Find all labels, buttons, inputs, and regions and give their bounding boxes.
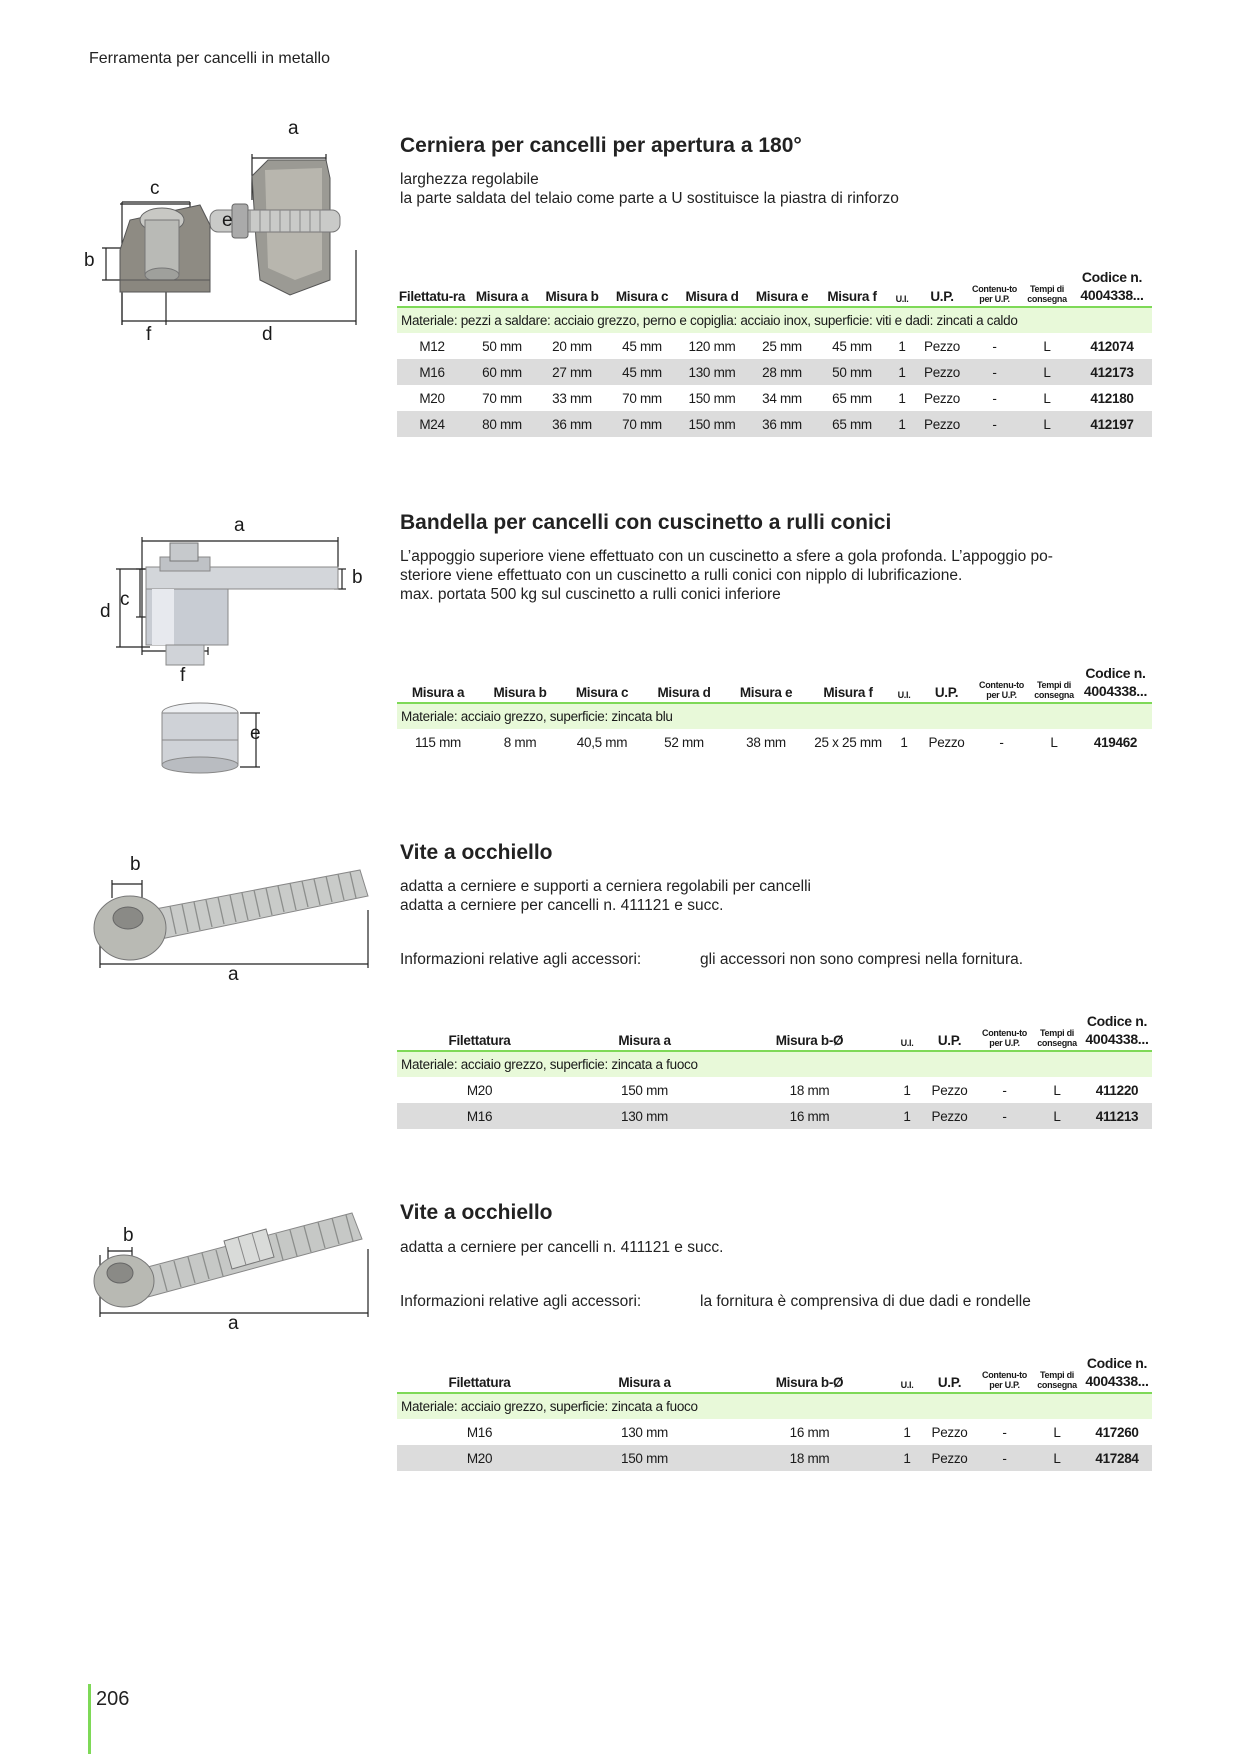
- table-cell: M16: [397, 359, 467, 385]
- table-cell: 1: [892, 1445, 922, 1471]
- table-cell: -: [992, 390, 997, 406]
- table-cell: M12: [419, 338, 445, 354]
- table-cell: 18 mm: [727, 1445, 892, 1471]
- table-cell: 417260: [1095, 1424, 1139, 1440]
- table-cell: 20 mm: [552, 338, 592, 354]
- table-cell: 150 mm: [621, 1082, 668, 1098]
- material-row: Materiale: pezzi a saldare: acciaio grezzo, perno e copiglia: acciaio inox, superficie: viti e dadi: zincati a caldo: [397, 307, 1152, 333]
- table-cell: 38 mm: [746, 734, 786, 750]
- table-cell: 52 mm: [664, 734, 704, 750]
- table-row: [397, 411, 1152, 437]
- label-e: e: [250, 723, 261, 744]
- accessory-value: gli accessori non sono compresi nella fornitura.: [700, 951, 1024, 968]
- table-cell: Pezzo: [931, 1082, 968, 1098]
- table-cell: L: [1053, 1082, 1061, 1098]
- col-ui: U.I.: [889, 664, 919, 703]
- col-tempi: Tempi di consegna: [1032, 1012, 1082, 1051]
- table-cell: M16: [397, 1103, 562, 1129]
- table-cell: -: [967, 359, 1022, 385]
- table-cell: L: [1032, 1103, 1082, 1129]
- section-title: Vite a occhiello: [400, 841, 553, 864]
- section-title: Bandella per cancelli con cuscinetto a rulli conici: [400, 511, 892, 534]
- spec-table: [397, 664, 1152, 755]
- table-cell: 130 mm: [677, 359, 747, 385]
- col-misura-f: Misura f: [817, 268, 887, 307]
- col-misura-e: Misura e: [747, 268, 817, 307]
- table-cell: 1: [900, 734, 908, 750]
- section-description: adatta a cerniere e supporti a cerniera regolabili per cancelli adatta a cerniere per cancelli n. 411121 e succ.: [400, 878, 811, 914]
- gate-hinge-illustration: [84, 118, 370, 350]
- col-filettatura: Filettatura: [397, 1354, 562, 1393]
- table-row: [397, 1419, 1152, 1445]
- col-up: U.P.: [922, 1354, 977, 1393]
- col-misura-a: Misura a: [562, 1012, 727, 1051]
- label-b: b: [130, 854, 141, 875]
- col-tempi: Tempi di consegna: [1032, 1354, 1082, 1393]
- col-misura-b: Misura b-Ø: [727, 1354, 892, 1393]
- spec-table: [397, 1354, 1152, 1471]
- table-cell: Pezzo: [923, 338, 961, 354]
- col-misura-d: Misura d: [677, 268, 747, 307]
- table-cell: 80 mm: [467, 411, 537, 437]
- col-up: U.P.: [919, 664, 974, 703]
- col-contenuto: Contenu-to per U.P.: [977, 1354, 1032, 1393]
- section-description: larghezza regolabile la parte saldata del telaio come parte a U sostituisce la piastra di rinforzo: [400, 171, 899, 207]
- table-row: [397, 359, 1152, 385]
- table-cell: 1: [887, 359, 917, 385]
- table-row: [397, 385, 1152, 411]
- table-cell: Pezzo: [931, 1424, 968, 1440]
- material-row: Materiale: acciaio grezzo, superficie: zincata blu: [397, 703, 1152, 729]
- col-contenuto: Contenu-to per U.P.: [967, 268, 1022, 307]
- table-cell: 115 mm: [415, 734, 461, 750]
- table-cell: 50 mm: [817, 359, 887, 385]
- table-cell: M16: [466, 1424, 493, 1440]
- table-cell: 412074: [1090, 338, 1134, 354]
- label-a: a: [228, 964, 239, 985]
- table-body: [397, 1077, 1152, 1129]
- section-description: L’appoggio superiore viene effettuato con un cuscinetto a sfere a gola profonda. L’appoggio po- steriore viene effettuato con un cuscinetto a rulli conici con nipplo di lubrificazione. max. portata 500 kg sul cuscinetto a rulli conici inferiore: [400, 548, 1053, 603]
- table-cell: 45 mm: [622, 338, 662, 354]
- label-e: e: [222, 210, 233, 231]
- table-cell: M24: [397, 411, 467, 437]
- table-row: [397, 333, 1152, 359]
- col-up: U.P.: [917, 268, 967, 307]
- label-a: a: [234, 515, 245, 536]
- label-b: b: [84, 250, 95, 271]
- accessory-info: [400, 1293, 1031, 1311]
- label-c: c: [120, 589, 130, 610]
- page-header: Ferramenta per cancelli in metallo: [89, 50, 330, 67]
- col-codice: Codice n. 4004338...: [1082, 1354, 1152, 1393]
- table-cell: 411220: [1095, 1082, 1139, 1098]
- label-a: a: [228, 1313, 239, 1334]
- table-row: [397, 1103, 1152, 1129]
- col-filettatura: Filettatu-ra: [397, 268, 467, 307]
- table-cell: -: [967, 411, 1022, 437]
- tapered-roller-strap-illustration: [90, 505, 370, 775]
- table-cell: 16 mm: [727, 1103, 892, 1129]
- col-codice: Codice n. 4004338...: [1079, 664, 1152, 703]
- table-cell: 150 mm: [688, 390, 736, 406]
- col-misura-c: Misura c: [607, 268, 677, 307]
- col-misura-a: Misura a: [467, 268, 537, 307]
- table-cell: L: [1022, 359, 1072, 385]
- table-cell: 150 mm: [562, 1445, 727, 1471]
- col-contenuto: Contenu-to per U.P.: [977, 1012, 1032, 1051]
- table-cell: 36 mm: [537, 411, 607, 437]
- table-cell: 25 x 25 mm: [814, 734, 882, 750]
- label-c: c: [150, 178, 160, 199]
- table-cell: 1: [903, 1082, 911, 1098]
- table-cell: Pezzo: [923, 390, 961, 406]
- table-body: [397, 1419, 1152, 1471]
- table-cell: 45 mm: [832, 338, 872, 354]
- table-cell: 25 mm: [762, 338, 802, 354]
- table-cell: -: [992, 338, 997, 354]
- table-cell: 18 mm: [789, 1082, 830, 1098]
- section-title: Vite a occhiello: [400, 1201, 553, 1224]
- table-cell: -: [977, 1445, 1032, 1471]
- accessory-label: Informazioni relative agli accessori:: [400, 1293, 642, 1310]
- col-misura-b: Misura b: [479, 664, 561, 703]
- accessory-info: [400, 951, 1024, 969]
- table-cell: 412180: [1090, 390, 1134, 406]
- table-cell: 1: [898, 390, 906, 406]
- table-cell: -: [1002, 1082, 1007, 1098]
- table-cell: Pezzo: [922, 1103, 977, 1129]
- table-cell: 45 mm: [607, 359, 677, 385]
- table-cell: L: [1032, 1445, 1082, 1471]
- table-body: [397, 333, 1152, 437]
- table-cell: -: [977, 1103, 1032, 1129]
- table-cell: L: [1043, 338, 1051, 354]
- accessory-value: la fornitura è comprensiva di due dadi e rondelle: [700, 1293, 1031, 1310]
- table-cell: L: [1043, 390, 1051, 406]
- col-filettatura: Filettatura: [397, 1012, 562, 1051]
- material-row: Materiale: acciaio grezzo, superficie: zincata a fuoco: [397, 1051, 1152, 1077]
- table-cell: L: [1050, 734, 1058, 750]
- table-cell: 8 mm: [503, 734, 537, 750]
- col-tempi: Tempi di consegna: [1022, 268, 1072, 307]
- page-number-bar: [88, 1684, 91, 1754]
- label-b: b: [123, 1225, 134, 1246]
- table-cell: -: [1002, 1424, 1007, 1440]
- spec-table: [397, 268, 1152, 437]
- table-cell: 70 mm: [482, 390, 522, 406]
- material-row: Materiale: acciaio grezzo, superficie: zincata a fuoco: [397, 1393, 1152, 1419]
- col-misura-a: Misura a: [562, 1354, 727, 1393]
- table-cell: 412197: [1072, 411, 1152, 437]
- section-description: adatta a cerniere per cancelli n. 411121 e succ.: [400, 1239, 724, 1256]
- col-ui: U.I.: [892, 1354, 922, 1393]
- col-contenuto: Contenu-to per U.P.: [974, 664, 1029, 703]
- table-cell: 50 mm: [482, 338, 522, 354]
- table-cell: M20: [397, 1445, 562, 1471]
- eye-bolt-illustration: [90, 854, 380, 990]
- table-cell: L: [1053, 1424, 1061, 1440]
- col-misura-f: Misura f: [807, 664, 889, 703]
- label-a: a: [288, 118, 299, 139]
- table-cell: 70 mm: [607, 411, 677, 437]
- label-b: b: [352, 567, 363, 588]
- table-cell: Pezzo: [917, 411, 967, 437]
- table-cell: Pezzo: [917, 359, 967, 385]
- col-misura-d: Misura d: [643, 664, 725, 703]
- col-misura-e: Misura e: [725, 664, 807, 703]
- table-cell: M20: [466, 1082, 493, 1098]
- table-cell: M20: [419, 390, 445, 406]
- label-f: f: [146, 324, 152, 345]
- label-f: f: [180, 665, 186, 686]
- table-cell: 1: [887, 411, 917, 437]
- table-cell: 1: [892, 1103, 922, 1129]
- col-misura-a: Misura a: [397, 664, 479, 703]
- table-cell: 40,5 mm: [576, 734, 628, 750]
- table-cell: 120 mm: [688, 338, 736, 354]
- table-cell: 1: [903, 1424, 911, 1440]
- table-cell: 412173: [1072, 359, 1152, 385]
- table-cell: 130 mm: [621, 1424, 668, 1440]
- col-codice: Codice n. 4004338...: [1082, 1012, 1152, 1051]
- table-cell: L: [1022, 411, 1072, 437]
- spec-table: [397, 1012, 1152, 1129]
- col-codice: Codice n. 4004338...: [1072, 268, 1152, 307]
- table-cell: 27 mm: [537, 359, 607, 385]
- table-cell: 417284: [1082, 1445, 1152, 1471]
- section-title: Cerniera per cancelli per apertura a 180°: [400, 134, 802, 157]
- label-d: d: [262, 324, 273, 345]
- table-cell: 65 mm: [817, 411, 887, 437]
- col-up: U.P.: [922, 1012, 977, 1051]
- table-cell: 28 mm: [747, 359, 817, 385]
- table-cell: 70 mm: [622, 390, 662, 406]
- page-number: 206: [96, 1688, 130, 1710]
- table-cell: 411213: [1082, 1103, 1152, 1129]
- col-misura-c: Misura c: [561, 664, 643, 703]
- table-cell: 33 mm: [552, 390, 592, 406]
- col-ui: U.I.: [887, 268, 917, 307]
- table-cell: 36 mm: [747, 411, 817, 437]
- label-d: d: [100, 601, 111, 622]
- col-misura-b: Misura b-Ø: [727, 1012, 892, 1051]
- table-cell: 34 mm: [762, 390, 802, 406]
- table-cell: 150 mm: [677, 411, 747, 437]
- col-ui: U.I.: [892, 1012, 922, 1051]
- table-cell: 16 mm: [789, 1424, 830, 1440]
- accessory-label: Informazioni relative agli accessori:: [400, 951, 642, 968]
- col-misura-b: Misura b: [537, 268, 607, 307]
- table-cell: 130 mm: [562, 1103, 727, 1129]
- table-cell: Pezzo: [928, 734, 965, 750]
- table-row: [397, 1077, 1152, 1103]
- table-cell: Pezzo: [922, 1445, 977, 1471]
- table-row: [397, 729, 1152, 755]
- table-cell: 419462: [1093, 734, 1138, 750]
- table-cell: 60 mm: [467, 359, 537, 385]
- table-body: [397, 729, 1152, 755]
- table-cell: 1: [898, 338, 906, 354]
- col-tempi: Tempi di consegna: [1029, 664, 1079, 703]
- eye-bolt-with-nuts-illustration: [90, 1205, 380, 1335]
- table-cell: -: [999, 734, 1004, 750]
- table-row: [397, 1445, 1152, 1471]
- table-cell: 65 mm: [832, 390, 872, 406]
